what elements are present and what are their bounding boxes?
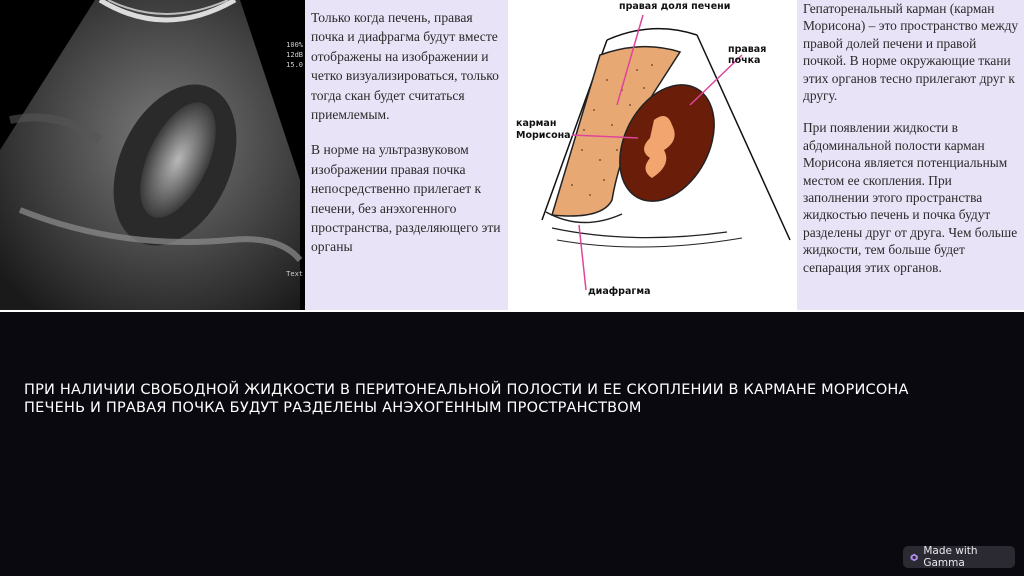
- morison-paragraph-2: При появлении жидкости в абдоминальной полости карман Морисона является потенциальным местом ее скопления. При заполнении этого пространства жидкостью печень и почка будут разделены друг от друга. Чем больше жидкости, тем больше будет сепарация этих органов.: [803, 120, 1018, 275]
- ultrasound-corner-text: Text: [286, 270, 303, 278]
- ultrasound-description: [305, 0, 508, 310]
- morison-pouch-description: [797, 0, 1024, 310]
- ultrasound-paragraph-1: Только когда печень, правая почка и диафрагма будут вместе отображены на изображении и четко визуализироваться, только тогда скан будет считаться приемлемым.: [311, 10, 499, 123]
- label-pouch-line-1: карман: [516, 118, 557, 129]
- gamma-logo-icon: [910, 553, 918, 562]
- badge-label: Made with Gamma: [923, 545, 978, 569]
- morison-paragraph-1: Гепаторенальный карман (карман Морисона) – это пространство между правой долей печени и правой почкой. В норме окружающие ткани этих органов тесно прилегают друг к другу.: [803, 1, 1019, 104]
- caption-line-1: ПРИ НАЛИЧИИ СВОБОДНОЙ ЖИДКОСТИ В ПЕРИТОНЕАЛЬНОЙ ПОЛОСТИ И ЕЕ СКОПЛЕНИИ В КАРМАНЕ МОРИСОНА: [24, 382, 909, 398]
- label-diaphragm: диафрагма: [588, 286, 651, 297]
- label-right-kidney: правая почка: [728, 44, 767, 66]
- ultrasound-image: [0, 0, 305, 310]
- caption-line-2: ПЕЧЕНЬ И ПРАВАЯ ПОЧКА БУДУТ РАЗДЕЛЕНЫ АНЭХОГЕННЫМ ПРОСТРАНСТВОМ: [24, 400, 642, 416]
- ultrasound-paragraph-2: В норме на ультразвуковом изображении правая почка непосредственно прилегает к печени, без анэхогенного пространства, разделяющего эти органы: [311, 142, 501, 255]
- readout-depth: 15.0: [286, 61, 303, 69]
- ultrasound-scan: [0, 0, 305, 310]
- label-right-liver-lobe: правая доля печени: [619, 1, 731, 12]
- made-with-gamma-badge[interactable]: [903, 546, 1015, 568]
- slide-caption: [24, 381, 1004, 417]
- morison-pouch-diagram: [512, 0, 797, 308]
- ultrasound-readouts: [286, 40, 303, 70]
- label-pouch-line-2: Морисона: [516, 130, 571, 141]
- readout-gain: 100%: [286, 41, 303, 49]
- readout-db: 12dB: [286, 51, 303, 59]
